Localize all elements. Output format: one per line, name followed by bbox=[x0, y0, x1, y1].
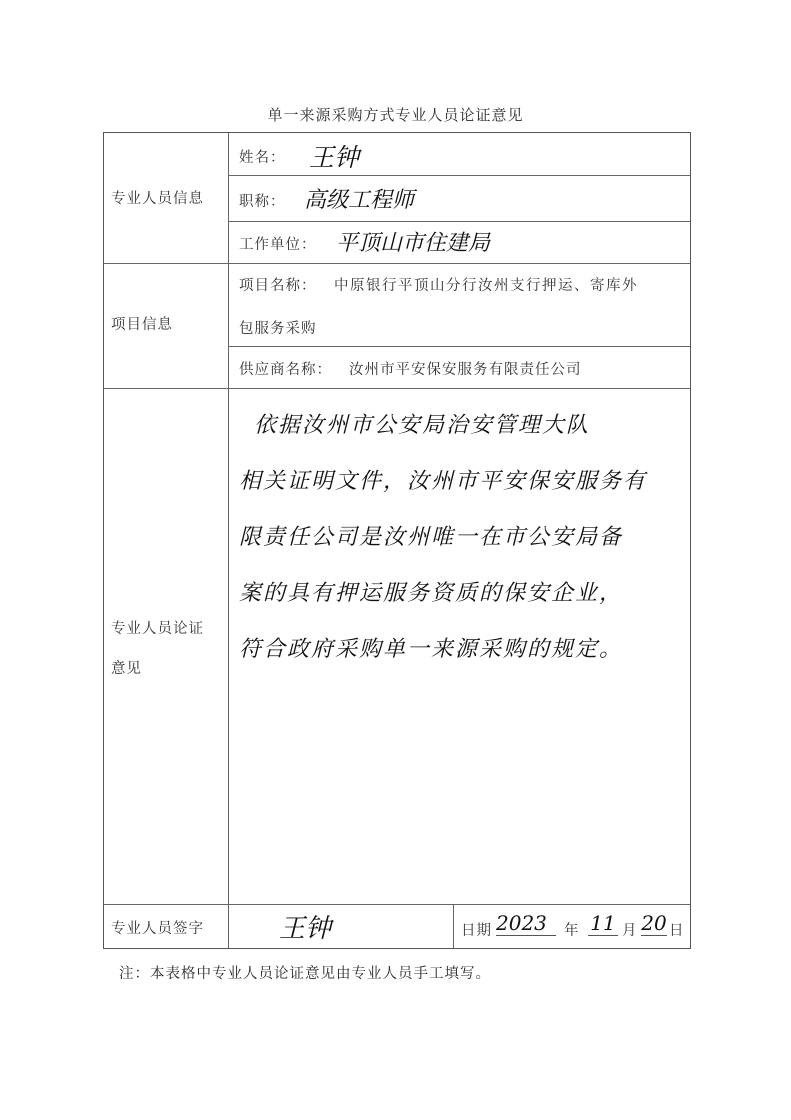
signature-value: 王钟 bbox=[279, 914, 332, 944]
row-divider bbox=[228, 175, 690, 176]
supplier-label: 供应商名称： bbox=[239, 362, 332, 378]
project-name-line1: 中原银行平顶山分行汝州支行押运、寄库外 bbox=[334, 278, 638, 294]
project-name-line2: 包服务采购 bbox=[239, 321, 317, 337]
project-name-label: 项目名称： bbox=[239, 278, 317, 294]
date-month-unit: 月 bbox=[622, 923, 638, 939]
column-divider bbox=[453, 904, 454, 948]
opinion-line: 符合政府采购单一来源采购的规定。 bbox=[239, 637, 624, 662]
opinion-line: 限责任公司是汝州唯一在市公安局备 bbox=[239, 525, 624, 550]
row-divider bbox=[228, 346, 690, 347]
supplier-value: 汝州市平安保安服务有限责任公司 bbox=[349, 362, 582, 378]
job-title-label: 职称： bbox=[239, 194, 286, 210]
date-day: 20 bbox=[641, 911, 667, 935]
personnel-section-label: 专业人员信息 bbox=[111, 191, 204, 207]
name-label: 姓名： bbox=[239, 150, 286, 166]
date-year: 2023 bbox=[496, 911, 556, 936]
section-divider bbox=[104, 388, 690, 389]
row-divider bbox=[228, 221, 690, 222]
work-unit-label: 工作单位： bbox=[239, 237, 317, 253]
name-value: 王钟 bbox=[309, 143, 360, 172]
job-title-value: 高级工程师 bbox=[304, 188, 415, 213]
section-divider bbox=[104, 263, 690, 264]
footnote: 注：本表格中专业人员论证意见由专业人员手工填写。 bbox=[119, 966, 491, 982]
date-day-unit: 日 bbox=[669, 923, 685, 939]
project-section-label: 项目信息 bbox=[111, 317, 173, 333]
opinion-line: 相关证明文件，汝州市平安保安服务有 bbox=[239, 469, 648, 494]
opinion-form bbox=[103, 132, 691, 949]
opinion-line: 案的具有押运服务资质的保安企业， bbox=[239, 581, 624, 606]
work-unit-value: 平顶山市住建局 bbox=[336, 231, 491, 256]
opinion-label-line1: 专业人员论证 bbox=[111, 621, 204, 637]
section-divider bbox=[104, 904, 690, 905]
signature-label: 专业人员签字 bbox=[111, 921, 204, 937]
date-year-unit: 年 bbox=[564, 923, 580, 939]
form-title: 单一来源采购方式专业人员论证意见 bbox=[267, 106, 524, 124]
column-divider bbox=[228, 133, 229, 948]
date-month: 11 bbox=[588, 911, 618, 936]
opinion-label-line2: 意见 bbox=[111, 661, 142, 677]
date-label: 日期 bbox=[461, 923, 492, 939]
opinion-line: 依据汝州市公安局治安管理大队 bbox=[254, 413, 591, 438]
